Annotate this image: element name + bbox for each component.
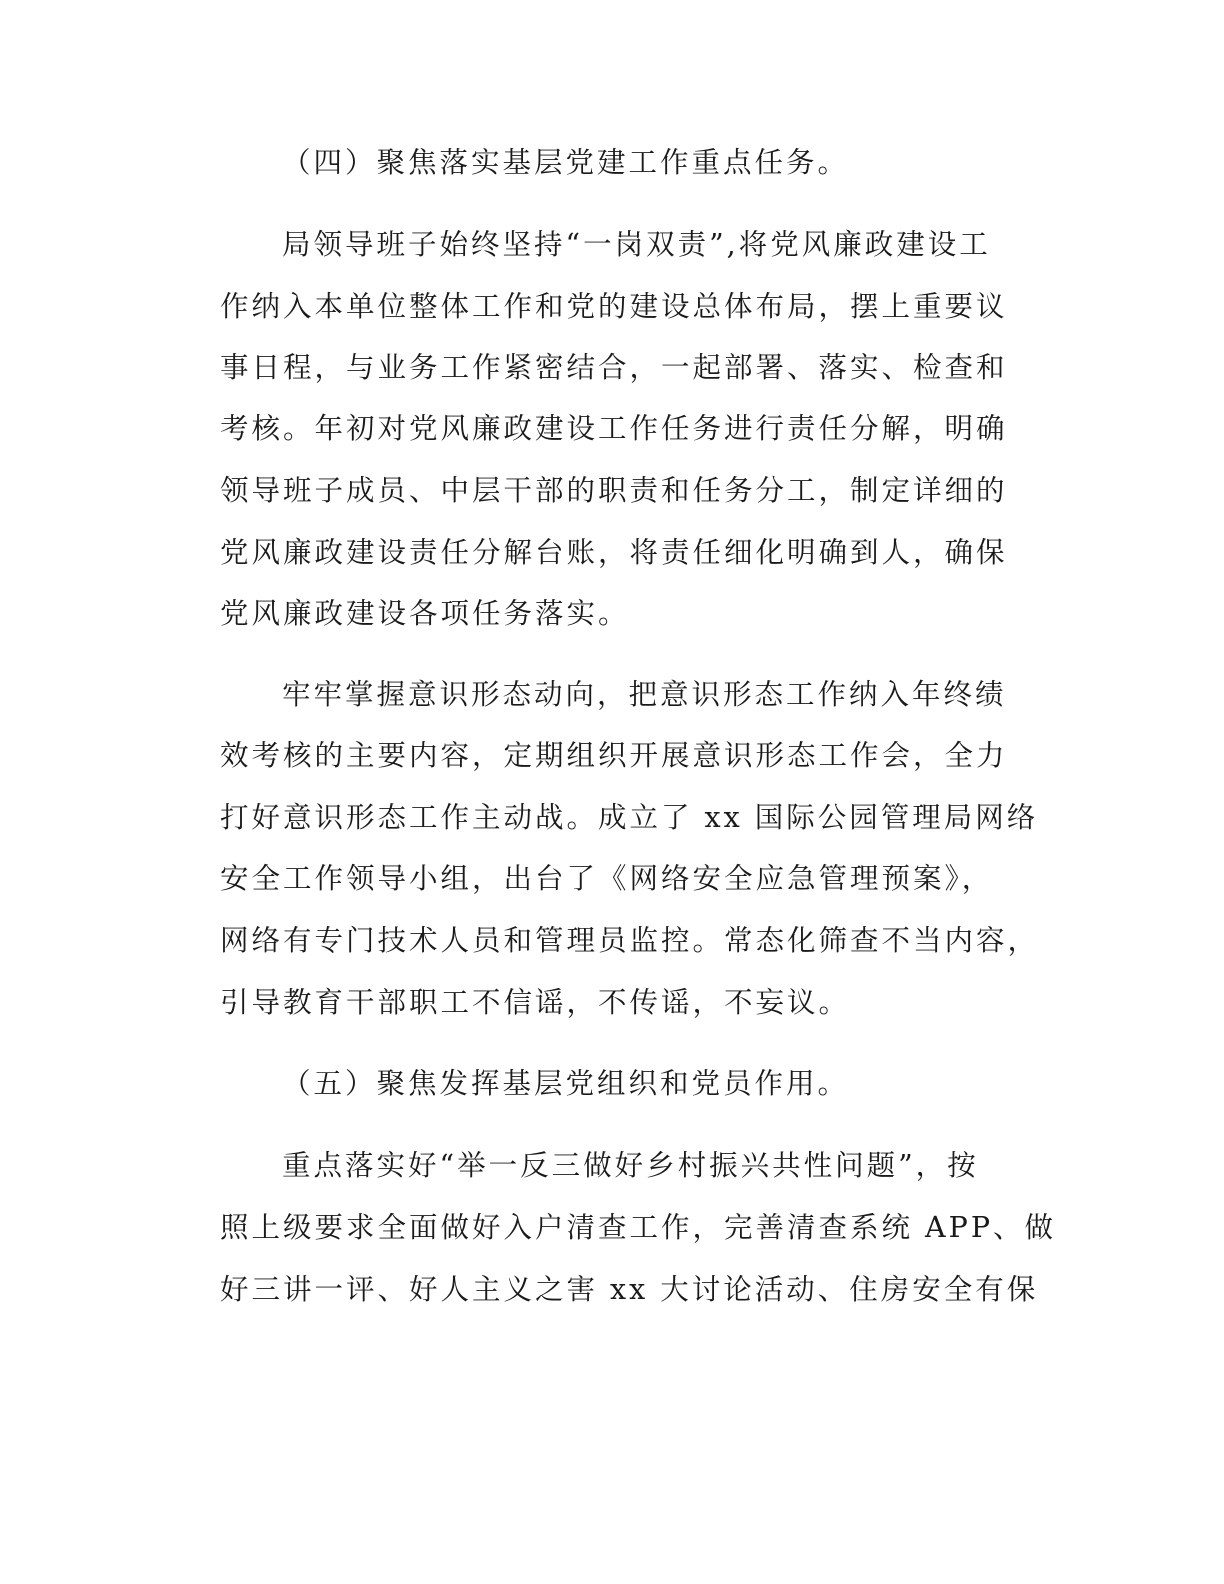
paragraph-line: 牢牢掌握意识形态动向，把意识形态工作纳入年终绩 (282, 678, 1007, 711)
paragraph-line: 党风廉政建设各项任务落实。 (220, 597, 630, 630)
paragraph-line: 照上级要求全面做好入户清查工作，完善清查系统 APP、做 (220, 1211, 1056, 1244)
paragraph-line: 党风廉政建设责任分解台账，将责任细化明确到人，确保 (220, 536, 1008, 569)
paragraph-line: 重点落实好“举一反三做好乡村振兴共性问题”，按 (282, 1149, 979, 1182)
section-heading-4: （四）聚焦落实基层党建工作重点任务。 (282, 146, 850, 179)
paragraph-line: 事日程，与业务工作紧密结合，一起部署、落实、检查和 (220, 351, 1008, 384)
paragraph-line: 打好意识形态工作主动战。成立了 xx 国际公园管理局网络 (220, 801, 1039, 834)
paragraph-line: 网络有专门技术人员和管理员监控。常态化筛查不当内容， (220, 924, 1040, 957)
paragraph-line: 领导班子成员、中层干部的职责和任务分工，制定详细的 (220, 474, 1008, 507)
paragraph-line: 考核。年初对党风廉政建设工作任务进行责任分解，明确 (220, 412, 1008, 445)
paragraph-line: 好三讲一评、好人主义之害 xx 大讨论活动、住房安全有保 (220, 1273, 1039, 1306)
section-heading-5: （五）聚焦发挥基层党组织和党员作用。 (282, 1067, 850, 1100)
paragraph-line: 效考核的主要内容，定期组织开展意识形态工作会，全力 (220, 739, 1008, 772)
paragraph-line: 局领导班子始终坚持“一岗双责”,将党风廉政建设工 (282, 228, 991, 261)
paragraph-line: 安全工作领导小组，出台了《网络安全应急管理预案》， (220, 862, 994, 895)
paragraph-line: 引导教育干部职工不信谣，不传谣，不妄议。 (220, 986, 851, 1019)
paragraph-line: 作纳入本单位整体工作和党的建设总体布局，摆上重要议 (220, 290, 1008, 323)
